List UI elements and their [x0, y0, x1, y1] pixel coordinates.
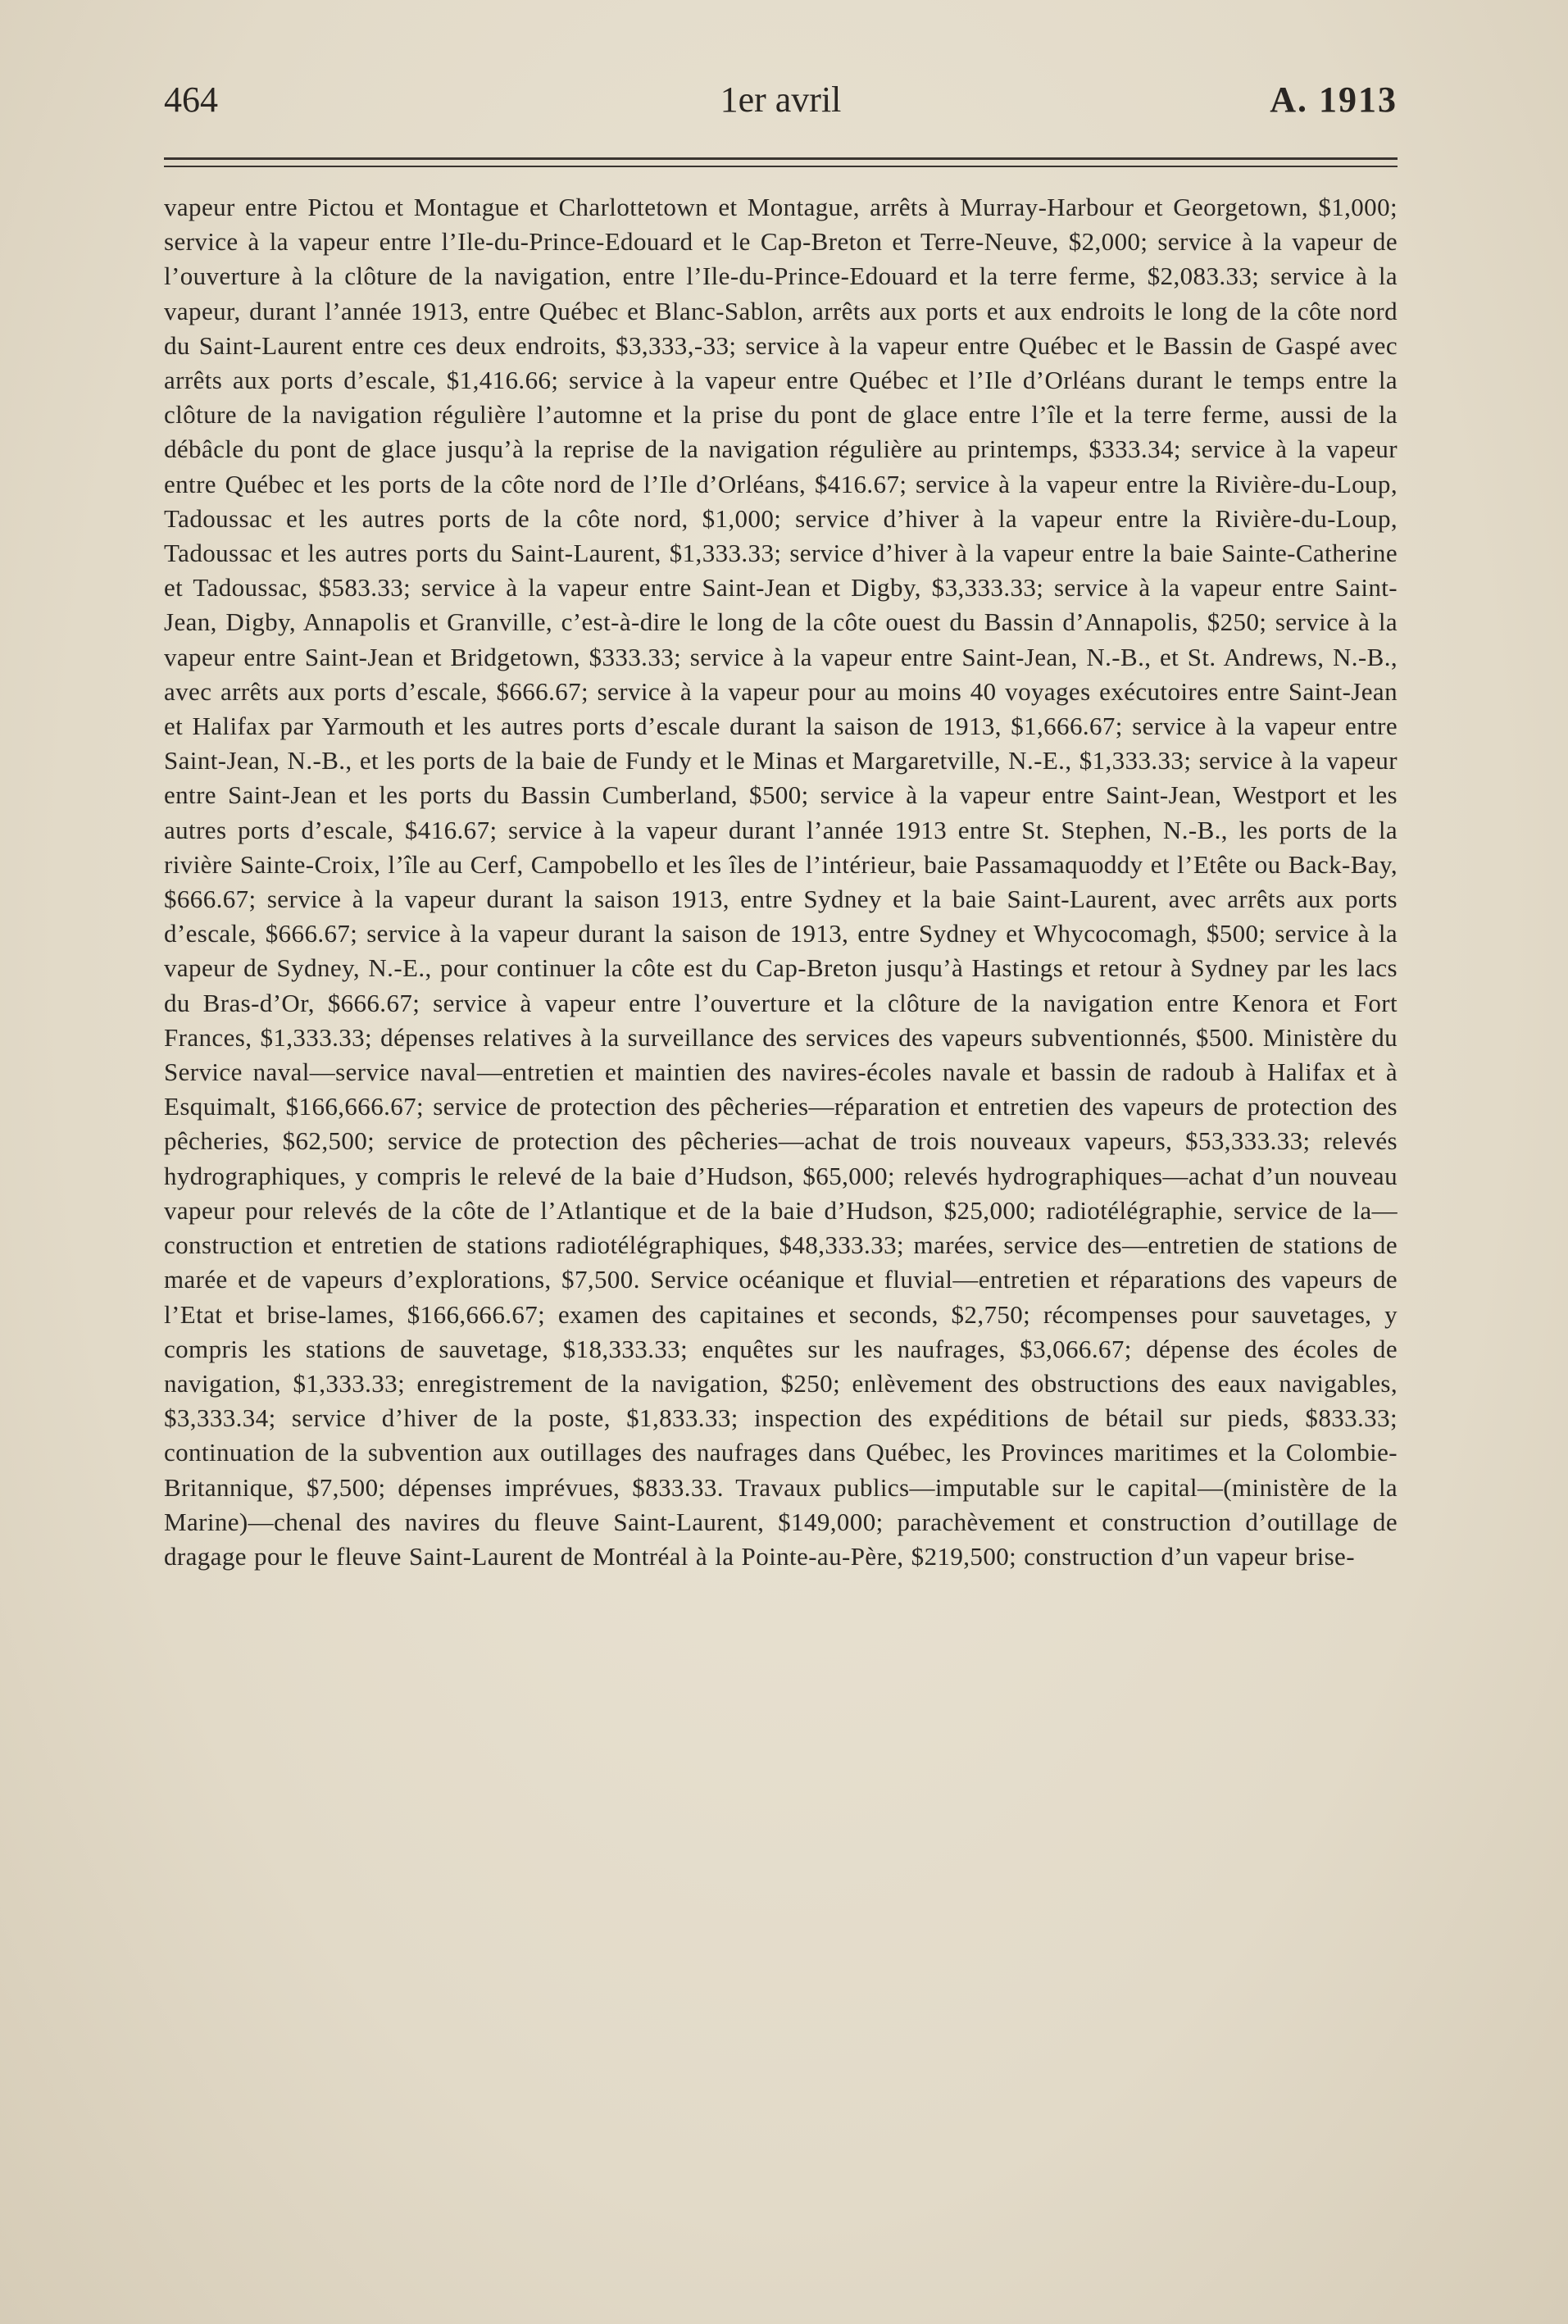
header-date: 1er avril [720, 80, 842, 120]
running-header [164, 75, 1398, 125]
body-paragraph: vapeur entre Pictou et Montague et Charlottetown et Montague, arrêts à Murray-Harbour et Georgetown, $1,000; service à la vapeur entre l’Ile-du-Prince-Edouard et le Cap-Breton et Terre-Neuve, $2,000; service à la vapeur de l’ouverture à la clôture de la navigation, entre l’Ile-du-Prince-Edouard et la terre ferme, $2,083.33; service à la vapeur, durant l’année 1913, entre Québec et Blanc-Sablon, arrêts aux ports et aux endroits le long de la côte nord du Saint-Laurent entre ces deux endroits, $3,333,-33; service à la vapeur entre Québec et le Bassin de Gaspé avec arrêts aux ports d’escale, $1,416.66; service à la vapeur entre Québec et l’Ile d’Orléans durant le temps entre la clôture de la navigation régulière l’automne et la prise du pont de glace entre l’île et la terre ferme, aussi de la débâcle du pont de glace jusqu’à la reprise de la navigation régulière au printemps, $333.34; service à la vapeur entre Québec et les ports de la côte nord de l’Ile d’Orléans, $416.67; service à la vapeur entre la Rivière-du-Loup, Tadoussac et les autres ports de la côte nord, $1,000; service d’hiver à la vapeur entre la Rivière-du-Loup, Tadoussac et les autres ports du Saint-Laurent, $1,333.33; service d’hiver à la vapeur entre la baie Sainte-Catherine et Tadoussac, $583.33; service à la vapeur entre Saint-Jean et Digby, $3,333.33; service à la vapeur entre Saint-Jean, Digby, Annapolis et Granville, c’est-à-dire le long de la côte ouest du Bassin d’Annapolis, $250; service à la vapeur entre Saint-Jean et Bridgetown, $333.33; service à la vapeur entre Saint-Jean, N.-B., et St. Andrews, N.-B., avec arrêts aux ports d’escale, $666.67; service à la vapeur pour au moins 40 voyages exécutoires entre Saint-Jean et Halifax par Yarmouth et les autres ports d’escale durant la saison de 1913, $1,666.67; service à la vapeur entre Saint-Jean, N.-B., et les ports de la baie de Fundy et le Minas et Margaretville, N.-E., $1,333.33; service à la vapeur entre Saint-Jean et les ports du Bassin Cumberland, $500; service à la vapeur entre Saint-Jean, Westport et les autres ports d’escale, $416.67; service à la vapeur durant l’année 1913 entre St. Stephen, N.-B., les ports de la rivière Sainte-Croix, l’île au Cerf, Campobello et les îles de l’intérieur, baie Passamaquoddy et l’Etête ou Back-Bay, $666.67; service à la vapeur durant la saison 1913, entre Sydney et la baie Saint-Laurent, avec arrêts aux ports d’escale, $666.67; service à la vapeur durant la saison de 1913, entre Sydney et Whycocomagh, $500; service à la vapeur de Sydney, N.-E., pour continuer la côte est du Cap-Breton jusqu’à Hastings et retour à Sydney par les lacs du Bras-d’Or, $666.67; service à vapeur entre l’ouverture et la clôture de la navigation entre Kenora et Fort Frances, $1,333.33; dépenses relatives à la surveillance des services des vapeurs subventionnés, $500. Ministère du Service naval—service naval—entretien et maintien des navires-écoles navale et bassin de radoub à Halifax et à Esquimalt, $166,666.67; service de protection des pêcheries—réparation et entretien des vapeurs de protection des pêcheries, $62,500; service de protection des pêcheries—achat de trois nouveaux vapeurs, $53,333.33; relevés hydrographiques, y compris le relevé de la baie d’Hudson, $65,000; relevés hydrographiques—achat d’un nouveau vapeur pour relevés de la côte de l’Atlantique et de la baie d’Hudson, $25,000; radiotélégraphie, service de la—construction et entretien de stations radiotélégraphiques, $48,333.33; marées, service des—entretien de stations de marée et de vapeurs d’explorations, $7,500. Service océanique et fluvial—entretien et réparations des vapeurs de l’Etat et brise-lames, $166,666.67; examen des capitaines et seconds, $2,750; récompenses pour sauvetages, y compris les stations de sauvetage, $18,333.33; enquêtes sur les naufrages, $3,066.67; dépense des écoles de navigation, $1,333.33; enregistrement de la navigation, $250; enlèvement des obstructions des eaux navigables, $3,333.34; service d’hiver de la poste, $1,833.33; inspection des expéditions de bétail sur pieds, $833.33; continuation de la subvention aux outillages des naufrages dans Québec, les Provinces maritimes et la Colombie-Britannique, $7,500; dépenses imprévues, $833.33. Travaux publics—imputable sur le capital—(ministère de la Marine)—chenal des navires du fleuve Saint-Laurent, $149,000; parachèvement et construction d’outillage de dragage pour le fleuve Saint-Laurent de Montréal à la Pointe-au-Père, $219,500; construction d’un vapeur brise- [164, 193, 1398, 1571]
page-number: 464 [164, 80, 218, 120]
header-year: A. 1913 [1270, 80, 1398, 120]
header-rule-top [164, 157, 1398, 160]
header-rule-bottom [164, 166, 1398, 167]
